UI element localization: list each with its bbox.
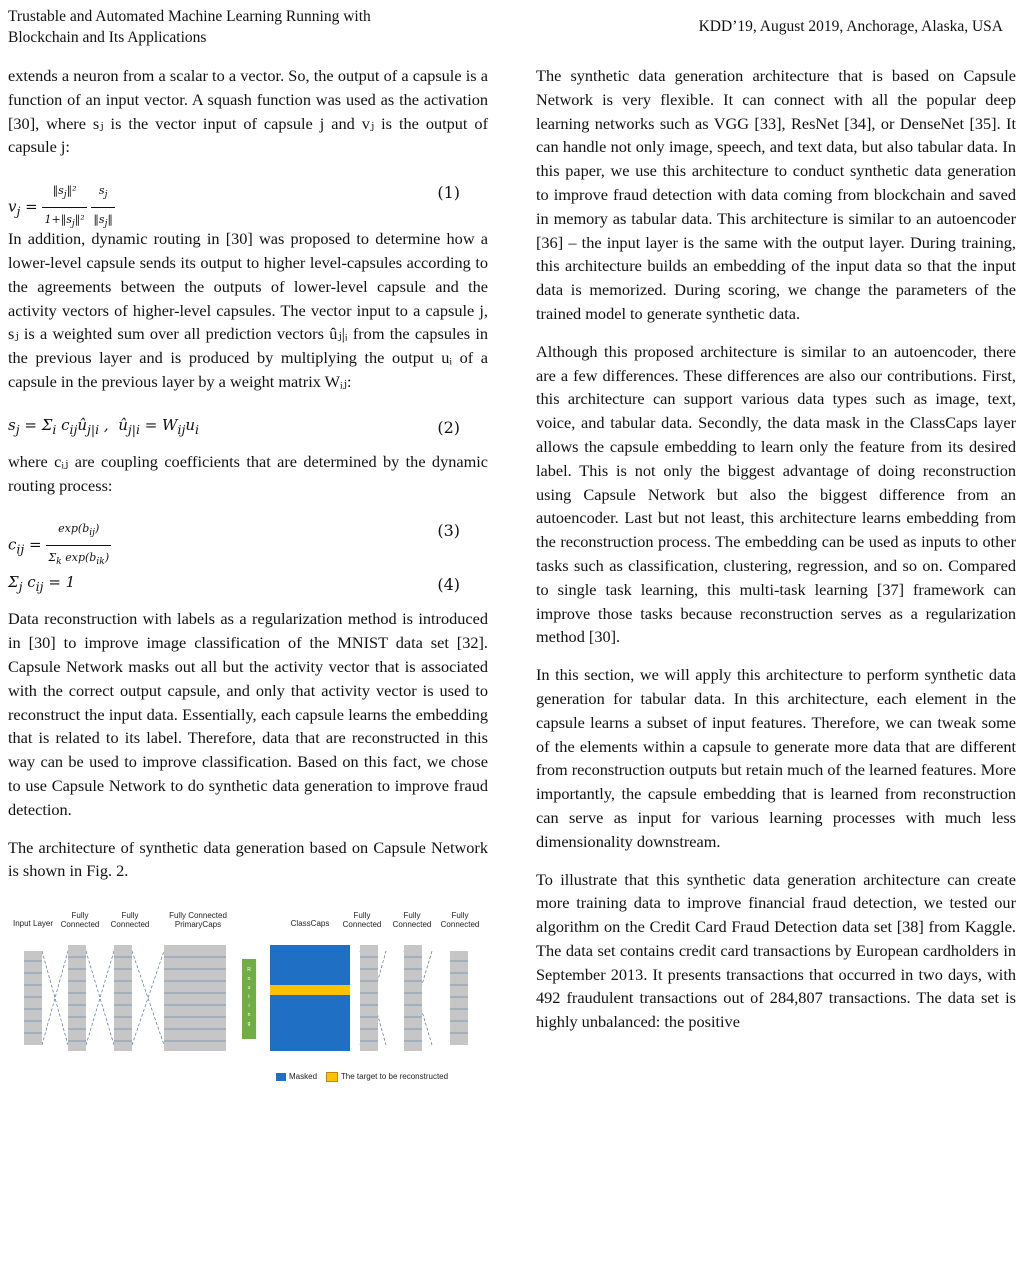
fc2-layer-block [114,945,132,1051]
header-title-line-1: Trustable and Automated Machine Learning Running with [8,8,371,25]
equation-2 [8,408,488,440]
right-paragraph-4: To illustrate that this synthetic data generation architecture can create more training data to improve financial fraud detection, we tested our algorithm on the Credit Card Fraud Detection data set [38] from Kaggle. The data set contains credit card transactions by European cardholders in September 2013. It presents transactions that occurred in two days, with 492 fraudulent transactions out of 284,807 transactions. The data set is highly unbalanced: the positive [536,869,1016,1032]
equation-4 [8,565,488,597]
routing-block [242,959,256,1039]
left-column [8,64,488,1087]
svg-text:i: i [248,1003,250,1010]
fig-label-input-layer: Input Layer [12,919,54,929]
primarycaps-layer-block [164,945,226,1051]
left-paragraph-2: In addition, dynamic routing in [30] was proposed to determine how a lower-level capsule sends its output to higher level-capsules according to the agreements between the outputs of lower-level capsule and the activity vectors of higher-level capsules. The vector input to a capsule j, sⱼ is a weighted sum over all prediction vectors ûⱼ|ᵢ from the capsules in the previous layer and is produced by multiplying the output uᵢ of a capsule in the previous layer by a weight matrix Wᵢⱼ: [8,229,488,391]
legend-masked-label: Masked [289,1072,318,1082]
left-paragraph-5: The architecture of synthetic data generation based on Capsule Network is shown in Fig. 2. [8,837,488,881]
fc5-layer-block [450,951,468,1045]
equation-3 [8,511,488,568]
legend-target-label: The target to be reconstructed [340,1072,449,1082]
left-paragraph-4: Data reconstruction with labels as a regularization method is introduced in [30] to improve image classification of the MNIST data set [32]. Capsule Network masks out all but the activity vector that is associated with the correct output capsule, and only that activity vector is used to reconstruct the input data. Essentially, each capsule learns the embedding that is related to its label. Therefore, data that are reconstructed in this way can be used to improve classification. Based on this fact, we chose to use Capsule Network to do synthetic data generation to improve fraud detection. [8,609,488,819]
right-paragraph-3: In this section, we will apply this architecture to perform synthetic data generation for tabular data. In this architecture, each element in the capsule learns a subset of input features. Therefore, we can tweak some of the elements within a capsule to generate more data that are different from reconstruction outputs but retain much of the learned features. More importantly, the capsule embedding that is learned from reconstruction can serve as input for various learning processes with much less dimensionality downstream. [536,665,1016,851]
svg-text:n: n [247,1012,251,1019]
svg-text:R: R [247,967,251,974]
left-paragraph-3: where cᵢⱼ are coupling coefficients that are determined by the dynamic routing process: [8,451,488,495]
fig-label-fc5: Fully Connected [440,911,480,930]
right-paragraph-2: Although this proposed architecture is similar to an autoencoder, there are a few differences. These differences are also our contributions. First, this architecture can support various data types such as image, text, voice, and tabular data. Secondly, the data mask in the ClassCaps layer allows the capsule embedding to learn only the feature from its desired label. This is not only the biggest advantage of doing reconstruction using Capsule Network but also the biggest difference from an autoencoder. Last but not least, this architecture learns embedding from the reconstruction process. The embedding can be used as inputs to other tasks such as classification, clustering, regression, and so on. Compared to single task learning, this multi-task learning [37] framework can improve those tasks because reconstruction serves as a regularization method [30]. [536,341,1016,647]
fig-label-fc3: Fully Connected [342,911,382,930]
input-layer-block [24,951,42,1045]
fig-label-fc4: Fully Connected [392,911,432,930]
equation-3-expression: $c_{ij}$ = $\frac{\exp(b_{ij})}{\Sigma_k \exp(b_{ik})}$ [8,517,111,574]
fig-label-classcaps: ClassCaps [290,919,330,929]
fig-label-primarycaps: Fully Connected PrimaryCaps [169,911,227,930]
architecture-figure [8,897,488,1087]
classcaps-layer-block [270,945,350,1051]
right-paragraph-1: The synthetic data generation architecture that is based on Capsule Network is very flexible. It can connect with all the popular deep learning networks such as VGG [33], ResNet [34], or DenseNet [35]. It can handle not only image, speech, and text data, but also tabular data. In this paper, we use this architecture to conduct synthetic data generation to improve fraud detection with data coming from blockchain and saved in memory as tabular data. This architecture is similar to an autoencoder [36] – the input layer is the same with the output layer. During training, this architecture builds an embedding of the input data so that the input data is memorized. During scoring, we change the parameters of the trained model to generate synthetic data. [536,66,1016,323]
legend-masked-swatch [276,1073,286,1081]
left-paragraph-1: extends a neuron from a scalar to a vector. So, the output of a capsule is a function of an input vector. A squash function was used as the activation [30], where sⱼ is the vector input of capsule j and vⱼ is the output of capsule j: [8,66,488,157]
equation-3-number: (3) [437,521,460,541]
equation-2-number: (2) [437,417,460,437]
svg-text:t: t [248,994,250,1001]
legend-target-swatch [326,1072,338,1082]
equation-2-expression: $s_j = \Sigma_i$ $c_{ij}û_{j|i}$ , $û_{j|i} = W_{ij}u_i$ [8,415,200,437]
fig-label-fc2: Fully Connected [110,911,150,930]
equation-4-number: (4) [437,575,460,595]
svg-text:u: u [247,985,251,992]
figure-legend [276,1065,448,1089]
fc3-layer-block [360,945,378,1051]
fc4-layer-block [404,945,422,1051]
fig-label-fc1: Fully Connected [60,911,100,930]
equation-4-expression: $\Sigma_j$ $c_{ij} = 1$ [8,573,76,595]
right-column [536,64,1016,1048]
running-header-venue: KDD’19, August 2019, Anchorage, Alaska, USA [698,18,1003,35]
fc1-layer-block [68,945,86,1051]
equation-1-expression: $v_j$ = $\frac{‖s_j‖^2}{1+‖s_j‖^2}$ $\frac{s_j}{‖s_j‖}$ [8,179,115,236]
svg-text:o: o [247,976,251,983]
running-header-title [8,6,478,48]
header-title-line-2: Blockchain and Its Applications [8,29,207,46]
equation-1 [8,173,488,230]
equation-1-number: (1) [437,183,460,203]
architecture-diagram [8,897,488,1087]
svg-text:g: g [247,1021,251,1028]
